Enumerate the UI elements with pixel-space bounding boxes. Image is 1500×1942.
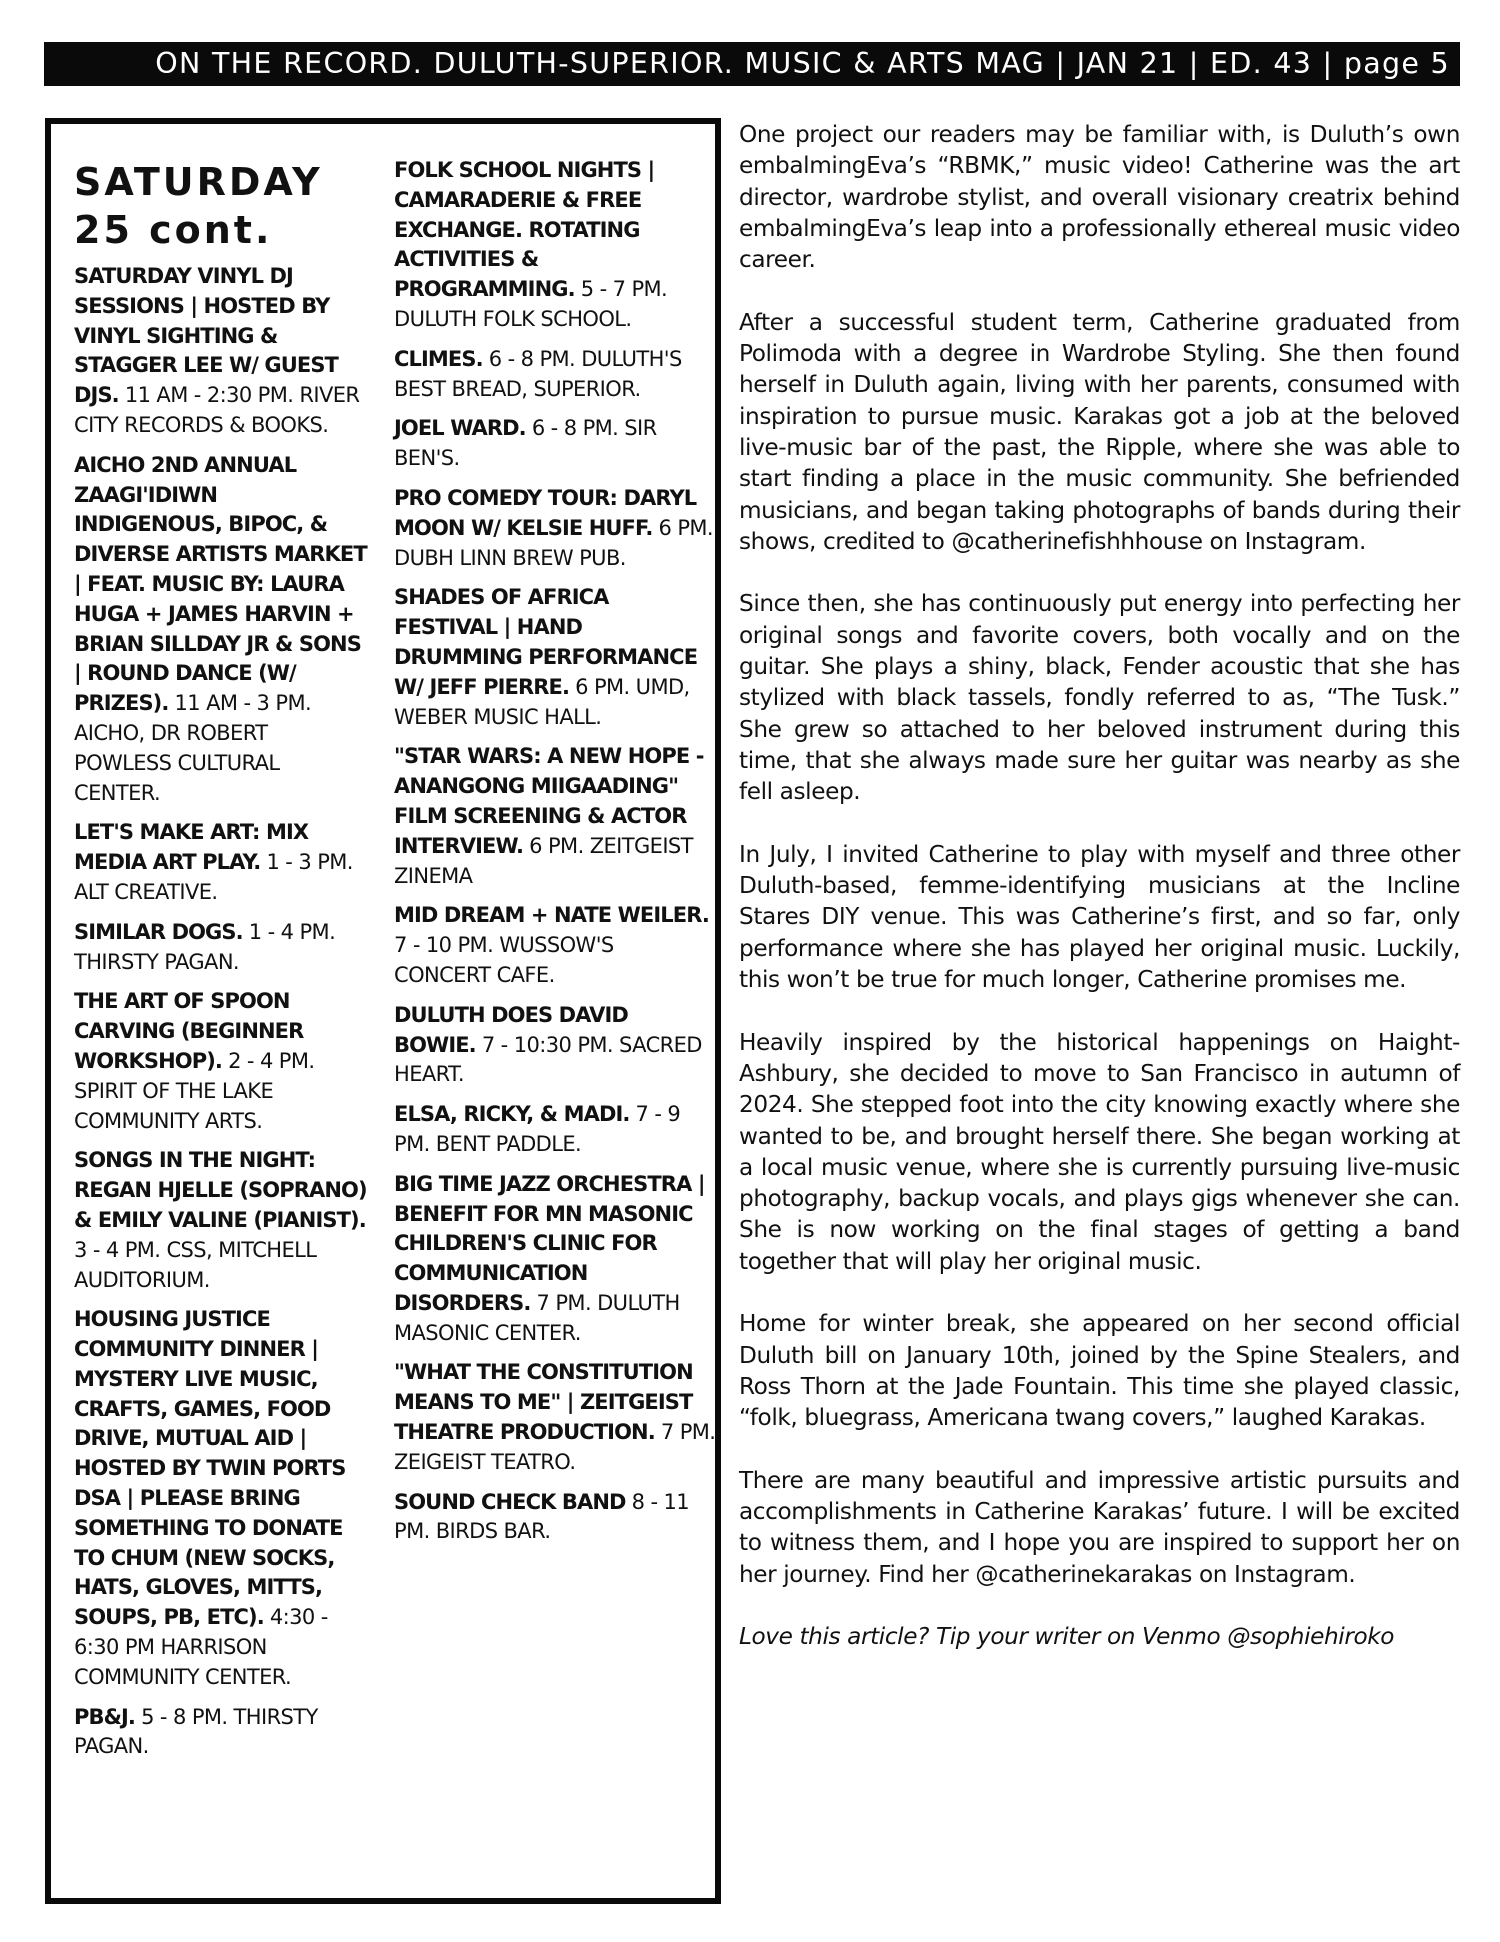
event-title: AICHO 2ND ANNUAL ZAAGI'IDIWN INDIGENOUS, BIPOC, & DIVERSE ARTISTS MARKET | FEAT. MUSIC BY: LAURA HUGA + JAMES HARVIN + BRIAN SILLDAY JR & SONS | ROUND DANCE (W/ PRIZES). bbox=[74, 452, 367, 716]
event-title: MID DREAM + NATE WEILER. bbox=[394, 903, 709, 928]
event-details: 7 - 10:30 PM. SACRED HEART. bbox=[394, 1032, 702, 1087]
article-paragraph: Since then, she has continuously put energy into perfecting her original songs and favorite covers, both vocally and on the guitar. She plays a shiny, black, Fender acoustic that she has stylized with black tassels, fondly referred to as, “The Tusk.” She grew so attached to her beloved instrument during this time, that she always made sure her guitar was nearby as she fell asleep. bbox=[739, 590, 1460, 806]
event-details: 7 - 9 PM. BENT PADDLE. bbox=[394, 1102, 681, 1156]
event-title: DULUTH DOES DAVID BOWIE. bbox=[394, 1002, 628, 1057]
event-item bbox=[74, 262, 369, 441]
event-title: ELSA, RICKY, & MADI. bbox=[394, 1102, 630, 1127]
events-column-left bbox=[74, 124, 369, 1772]
day-heading: SATURDAY 25 cont. bbox=[74, 160, 323, 252]
event-details: 1 - 4 PM. THIRSTY PAGAN. bbox=[74, 919, 336, 974]
event-details: 6 PM. DUBH LINN BREW PUB. bbox=[394, 515, 714, 570]
event-details: 4:30 - 6:30 PM HARRISON COMMUNITY CENTER. bbox=[74, 1605, 328, 1689]
event-item bbox=[74, 1146, 369, 1295]
event-details: 3 - 4 PM. CSS, MITCHELL AUDITORIUM. bbox=[74, 1237, 317, 1292]
event-title: PB&J. bbox=[74, 1704, 136, 1729]
event-title: CLIMES. bbox=[394, 346, 483, 371]
page-header: ON THE RECORD. DULUTH-SUPERIOR. MUSIC & ARTS MAG | JAN 21 | ED. 43 | page 5 bbox=[44, 42, 1460, 86]
event-item bbox=[394, 1001, 716, 1090]
event-item bbox=[394, 742, 716, 891]
event-item bbox=[394, 1358, 716, 1477]
event-title: "WHAT THE CONSTITUTION MEANS TO ME" | ZEITGEIST THEATRE PRODUCTION. bbox=[394, 1360, 693, 1445]
event-title: SATURDAY VINYL DJ SESSIONS | HOSTED BY VINYL SIGHTING & STAGGER LEE W/ GUEST DJS. bbox=[74, 264, 338, 408]
event-details: 5 - 8 PM. THIRSTY PAGAN. bbox=[74, 1704, 318, 1759]
event-details: 8 - 11 PM. BIRDS BAR. bbox=[394, 1489, 690, 1544]
event-item bbox=[394, 484, 716, 573]
event-item bbox=[394, 345, 716, 405]
event-item bbox=[394, 1170, 716, 1349]
event-title: LET'S MAKE ART: MIX MEDIA ART PLAY. bbox=[74, 820, 309, 875]
event-title: BIG TIME JAZZ ORCHESTRA | BENEFIT FOR MN MASONIC CHILDREN'S CLINIC FOR COMMUNICATION DISORDERS. bbox=[394, 1171, 705, 1315]
event-item bbox=[74, 1305, 369, 1692]
event-title: SONGS IN THE NIGHT: REGAN HJELLE (SOPRANO) & EMILY VALINE (PIANIST). bbox=[74, 1148, 367, 1232]
event-details: 6 - 8 PM. SIR BEN'S. bbox=[394, 416, 657, 471]
event-details: 7 - 10 PM. WUSSOW'S CONCERT CAFE. bbox=[394, 933, 614, 987]
article-paragraph: In July, I invited Catherine to play with myself and three other Duluth-based, femme-identifying musicians at the Incline Stares DIY venue. This was Catherine’s first, and so far, only performance where she has played her original music. Luckily, this won’t be true for much longer, Catherine promises me. bbox=[739, 840, 1460, 994]
event-details: 6 - 8 PM. DULUTH'S BEST BREAD, SUPERIOR. bbox=[394, 346, 682, 401]
event-title: THE ART OF SPOON CARVING (BEGINNER WORKSHOP). bbox=[74, 989, 304, 1073]
event-title: JOEL WARD. bbox=[394, 416, 526, 441]
event-details: 6 PM. UMD, WEBER MUSIC HALL. bbox=[394, 674, 690, 729]
event-details: 2 - 4 PM. SPIRIT OF THE LAKE COMMUNITY ARTS. bbox=[74, 1048, 315, 1133]
event-title: FOLK SCHOOL NIGHTS | CAMARADERIE & FREE EXCHANGE. ROTATING ACTIVITIES & PROGRAMMING. bbox=[394, 158, 655, 302]
event-title: SHADES OF AFRICA FESTIVAL | HAND DRUMMING PERFORMANCE W/ JEFF PIERRE. bbox=[394, 585, 698, 699]
event-item bbox=[394, 156, 716, 335]
event-item bbox=[74, 1703, 369, 1763]
event-title: SIMILAR DOGS. bbox=[74, 919, 243, 944]
article-paragraph: Home for winter break, she appeared on her second official Duluth bill on January 10th, joined by the Spine Stealers, and Ross Thorn at the Jade Fountain. This time she played classic, “folk, bluegrass, Americana twang covers,” laughed Karakas. bbox=[739, 1310, 1460, 1432]
article-paragraph: There are many beautiful and impressive artistic pursuits and accomplishments in Catherine Karakas’ future. I will be excited to witness them, and I hope you are inspired to support her on her journey. Find her @catherinekarakas on Instagram. bbox=[739, 1466, 1460, 1588]
event-item bbox=[74, 918, 369, 978]
event-item bbox=[394, 583, 716, 732]
event-item bbox=[394, 414, 716, 474]
events-column-right bbox=[394, 124, 716, 1557]
events-listing-box bbox=[45, 118, 721, 1904]
event-item bbox=[74, 818, 369, 907]
event-details: 7 PM. DULUTH MASONIC CENTER. bbox=[394, 1290, 680, 1345]
event-details: 7 PM. ZEIGEIST TEATRO. bbox=[394, 1420, 716, 1474]
event-item bbox=[74, 451, 369, 809]
event-details: 11 AM - 2:30 PM. RIVER CITY RECORDS & BOOKS. bbox=[74, 383, 360, 437]
event-title: HOUSING JUSTICE COMMUNITY DINNER | MYSTERY LIVE MUSIC, CRAFTS, GAMES, FOOD DRIVE, MUTUAL AID | HOSTED BY TWIN PORTS DSA | PLEASE BRING SOMETHING TO DONATE TO CHUM (NEW SOCKS, HATS, GLOVES, MITTS, SOUPS, PB, ETC). bbox=[74, 1307, 346, 1630]
event-details: 11 AM - 3 PM. AICHO, DR ROBERT POWLESS CULTURAL CENTER. bbox=[74, 691, 312, 805]
event-item bbox=[394, 1100, 716, 1160]
event-details: 6 PM. ZEITGEIST ZINEMA bbox=[394, 833, 693, 888]
article-body bbox=[739, 119, 1460, 1653]
event-item bbox=[394, 901, 716, 990]
article-paragraph: Heavily inspired by the historical happenings on Haight-Ashbury, she decided to move to San Francisco in autumn of 2024. She stepped foot into the city knowing exactly where she wanted to be, and brought herself there. She began working at a local music venue, where she is currently pursuing live-music photography, backup vocals, and plays gigs whenever she can. She is now working on the final stages of getting a band together that will play her original music. bbox=[739, 1028, 1460, 1275]
event-title: "STAR WARS: A NEW HOPE - ANANGONG MIIGAADING" FILM SCREENING & ACTOR INTERVIEW. bbox=[394, 744, 704, 858]
event-title: PRO COMEDY TOUR: DARYL MOON W/ KELSIE HUFF. bbox=[394, 485, 697, 540]
event-details: 5 - 7 PM. DULUTH FOLK SCHOOL. bbox=[394, 277, 668, 331]
event-item bbox=[74, 987, 369, 1136]
article-paragraph: After a successful student term, Catherine graduated from Polimoda with a degree in Wardrobe Styling. She then found herself in Duluth again, living with her parents, consumed with inspiration to pursue music. Karakas got a job at the beloved live-music bar of the past, the Ripple, where she was able to start finding a place in the music community. She befriended musicians, and began taking photographs of bands during their shows, credited to @catherinefishhhouse on Instagram. bbox=[739, 308, 1460, 555]
event-item bbox=[394, 1488, 716, 1548]
event-details: 1 - 3 PM. ALT CREATIVE. bbox=[74, 850, 353, 904]
article-paragraph: One project our readers may be familiar with, is Duluth’s own embalmingEva’s “RBMK,” music video! Catherine was the art director, wardrobe stylist, and overall visionary creatrix behind embalmingEva’s leap into a professionally ethereal music video career. bbox=[739, 121, 1460, 274]
event-title: SOUND CHECK BAND bbox=[394, 1489, 626, 1514]
tip-note: Love this article? Tip your writer on Venmo @sophiehiroko bbox=[739, 1623, 1395, 1651]
